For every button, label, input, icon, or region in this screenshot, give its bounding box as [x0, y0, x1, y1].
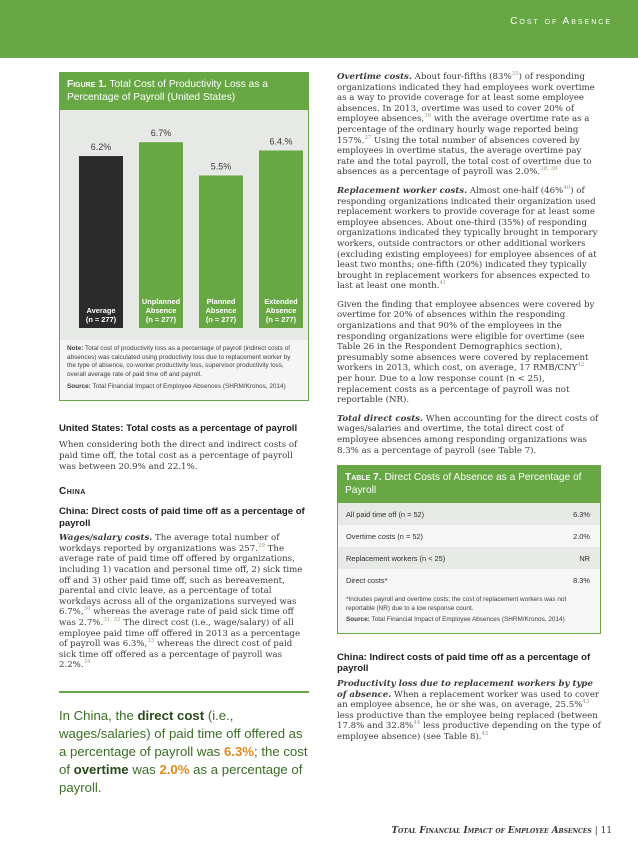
bar-chart	[60, 110, 308, 340]
table-7-footnote: *Includes payroll and overtime costs; the cost of replacement workers was not reportable (NR) due to a low response count. Source: Total Financial Impact of Employee Absences (SHRM/Kronos, 2014)	[338, 591, 600, 633]
table-7	[337, 465, 601, 634]
source-label: Source:	[67, 383, 91, 391]
pull-quote: In China, the direct cost (i.e., wages/salaries) of paid time off offered as a percentage of payroll was 6.3%; the cost of overtime was 2.0% as a percentage of payroll.	[59, 691, 309, 797]
given-paragraph: Given the finding that employee absences were covered by overtime for 20% of absences within the responding organizations and that 90% of the employees in the responding organizations were eligible for overtime (see Table 26 in the Respondent Demographics section), presumably some absences were covered by replacement workers in 2013, which cost, on average, 17 RMB/CNY$^{42}$ per hour. Due to a low response count (n < 25), replacement costs as a percentage of payroll was not reportable (NR).	[337, 299, 595, 406]
page-number: 11	[600, 826, 612, 836]
figure-1-title: Total Cost of Productivity Loss as a Percentage of Payroll (United States)	[67, 79, 268, 103]
category-label: (n = 277)	[205, 315, 237, 324]
china-indirect-heading: China: Indirect costs of paid time off as a percentage of payroll	[337, 651, 591, 675]
category-label: Absence	[265, 306, 297, 315]
table-7-title: Direct Costs of Absence as a Percentage of Payroll	[345, 472, 582, 497]
table-row: Replacement workers (n < 25) NR	[338, 547, 600, 569]
table-7-body	[338, 503, 600, 591]
table-row: All paid time off (n = 52) 6.3%	[338, 503, 600, 525]
source-text: Total Financial Impact of Employee Absences (SHRM/Kronos, 2014)	[92, 383, 286, 391]
right-column	[337, 72, 601, 743]
table-row: Direct costs* 8.3%	[338, 569, 600, 591]
figure-1	[59, 72, 309, 401]
running-head: Cost of Absence	[510, 16, 612, 27]
category-label: Absence	[205, 306, 237, 315]
category-label: Extended	[264, 297, 298, 306]
chart-area	[60, 110, 308, 340]
us-body: When considering both the direct and indirect costs of paid time off, the total cost as a percentage of payroll was between 20.9% and 22.1%.	[59, 440, 298, 472]
category-label: (n = 277)	[265, 315, 297, 324]
bar-value-label: 6.2%	[90, 142, 112, 153]
category-label: Absence	[145, 306, 177, 315]
left-column	[59, 72, 309, 797]
china-section-heading: China	[59, 486, 86, 498]
bar-value-label: 6.7%	[150, 128, 172, 139]
total-direct-paragraph: Total direct costs. When accounting for the direct costs of wages/salaries and overtime, the total direct cost of employee absences among responding organizations was 8.3% as a percentage of payroll (see Table 7).	[337, 413, 599, 456]
footer-separator: |	[594, 826, 598, 836]
note-label: Note:	[67, 345, 84, 352]
category-label: Planned	[206, 297, 236, 306]
table-7-label: Table 7.	[345, 472, 382, 484]
figure-1-note	[60, 340, 308, 400]
table-7-header	[338, 466, 600, 503]
page-footer	[392, 826, 612, 836]
china-direct-heading: China: Direct costs of paid time off as a percentage of payroll	[59, 506, 305, 529]
header-bar	[0, 0, 638, 58]
figure-1-header	[60, 73, 308, 110]
overtime-paragraph: Overtime costs. About four-fifths (83%$^{35}$) of responding organizations indicated they had employees work overtime as a way to provide coverage for at least some employee absences. In 2013, overtime was used to cover 20% of employee absences,$^{36}$ with the average overtime rate as a percentage of the ordinary hourly wage reported being 157%.$^{37}$ Using the total number of absences covered by employees in overtime status, the average overtime pay rate and the total payroll, the total cost of overtime due to absences as a percentage of payroll was 2.0%.$^{38, 39}$	[337, 71, 595, 178]
bar	[79, 156, 123, 328]
bar-value-label: 5.5%	[210, 161, 232, 172]
figure-1-label: Figure 1.	[67, 79, 107, 90]
footer-title: Total Financial Impact of Employee Absences	[391, 826, 592, 836]
note-text: Total cost of productivity loss as a percentage of payroll (indirect costs of absences) was calculated using productivity loss due to replacement worker by the type of absence, co-worker productivity loss, supervisor productivity loss, overall average rate of paid time off and payroll.	[67, 345, 291, 378]
productivity-loss-paragraph: Productivity loss due to replacement workers by type of absence. When a replacement worker was used to cover an employee absence, he or she was, on average, 25.5%$^{43}$ less productive than the employee being replaced (between 17.8% and 32.8%$^{44}$ less productive depending on the type of employee absence) (see Table 8).$^{45}$	[337, 678, 601, 742]
category-label: Unplanned	[141, 297, 181, 306]
category-label: (n = 277)	[145, 315, 177, 324]
category-label: (n = 277)	[85, 315, 117, 324]
us-heading: United States: Total costs as a percentage of payroll	[59, 422, 298, 434]
bar-value-label: 6.4.%	[269, 136, 293, 147]
category-label: Average	[86, 306, 116, 315]
replacement-paragraph: Replacement worker costs. Almost one-half (46%$^{40}$) of responding organizations indicated their organization used replacement workers to provide coverage for at least some employee absences. About one-third (35%) of responding organizations indicated they typically brought in temporary workers, outside contractors or other additional workers (excluding existing employees) for employee absences of at least two months; one-fifth (20%) indicated they typically brought in replacement workers for absences expected to last at least one month.$^{41}$	[337, 185, 598, 292]
table-row: Overtime costs (n = 52) 2.0%	[338, 525, 600, 547]
wages-paragraph: Wages/salary costs. The average total number of workdays reported by organizations was 257.29 The average rate of paid time off offered by organizations, including 1) vacation and personal time off, 2) sick time off and 3) other paid time off, such as bereavement, parental and civic leave, as a percentage of total workdays across all of the organizations surveyed was 6.7%,$^{30}$ whereas the average rate of paid sick time off was 2.7%.$^{31, 32}$ The direct cost (i.e., wage/salary) of all employee paid time off offered in 2013 as a percentage of payroll was 6.3%,$^{33}$ whereas the direct cost of paid sick time off offered as a percentage of payroll was 2.2%.$^{34}$	[59, 533, 303, 671]
